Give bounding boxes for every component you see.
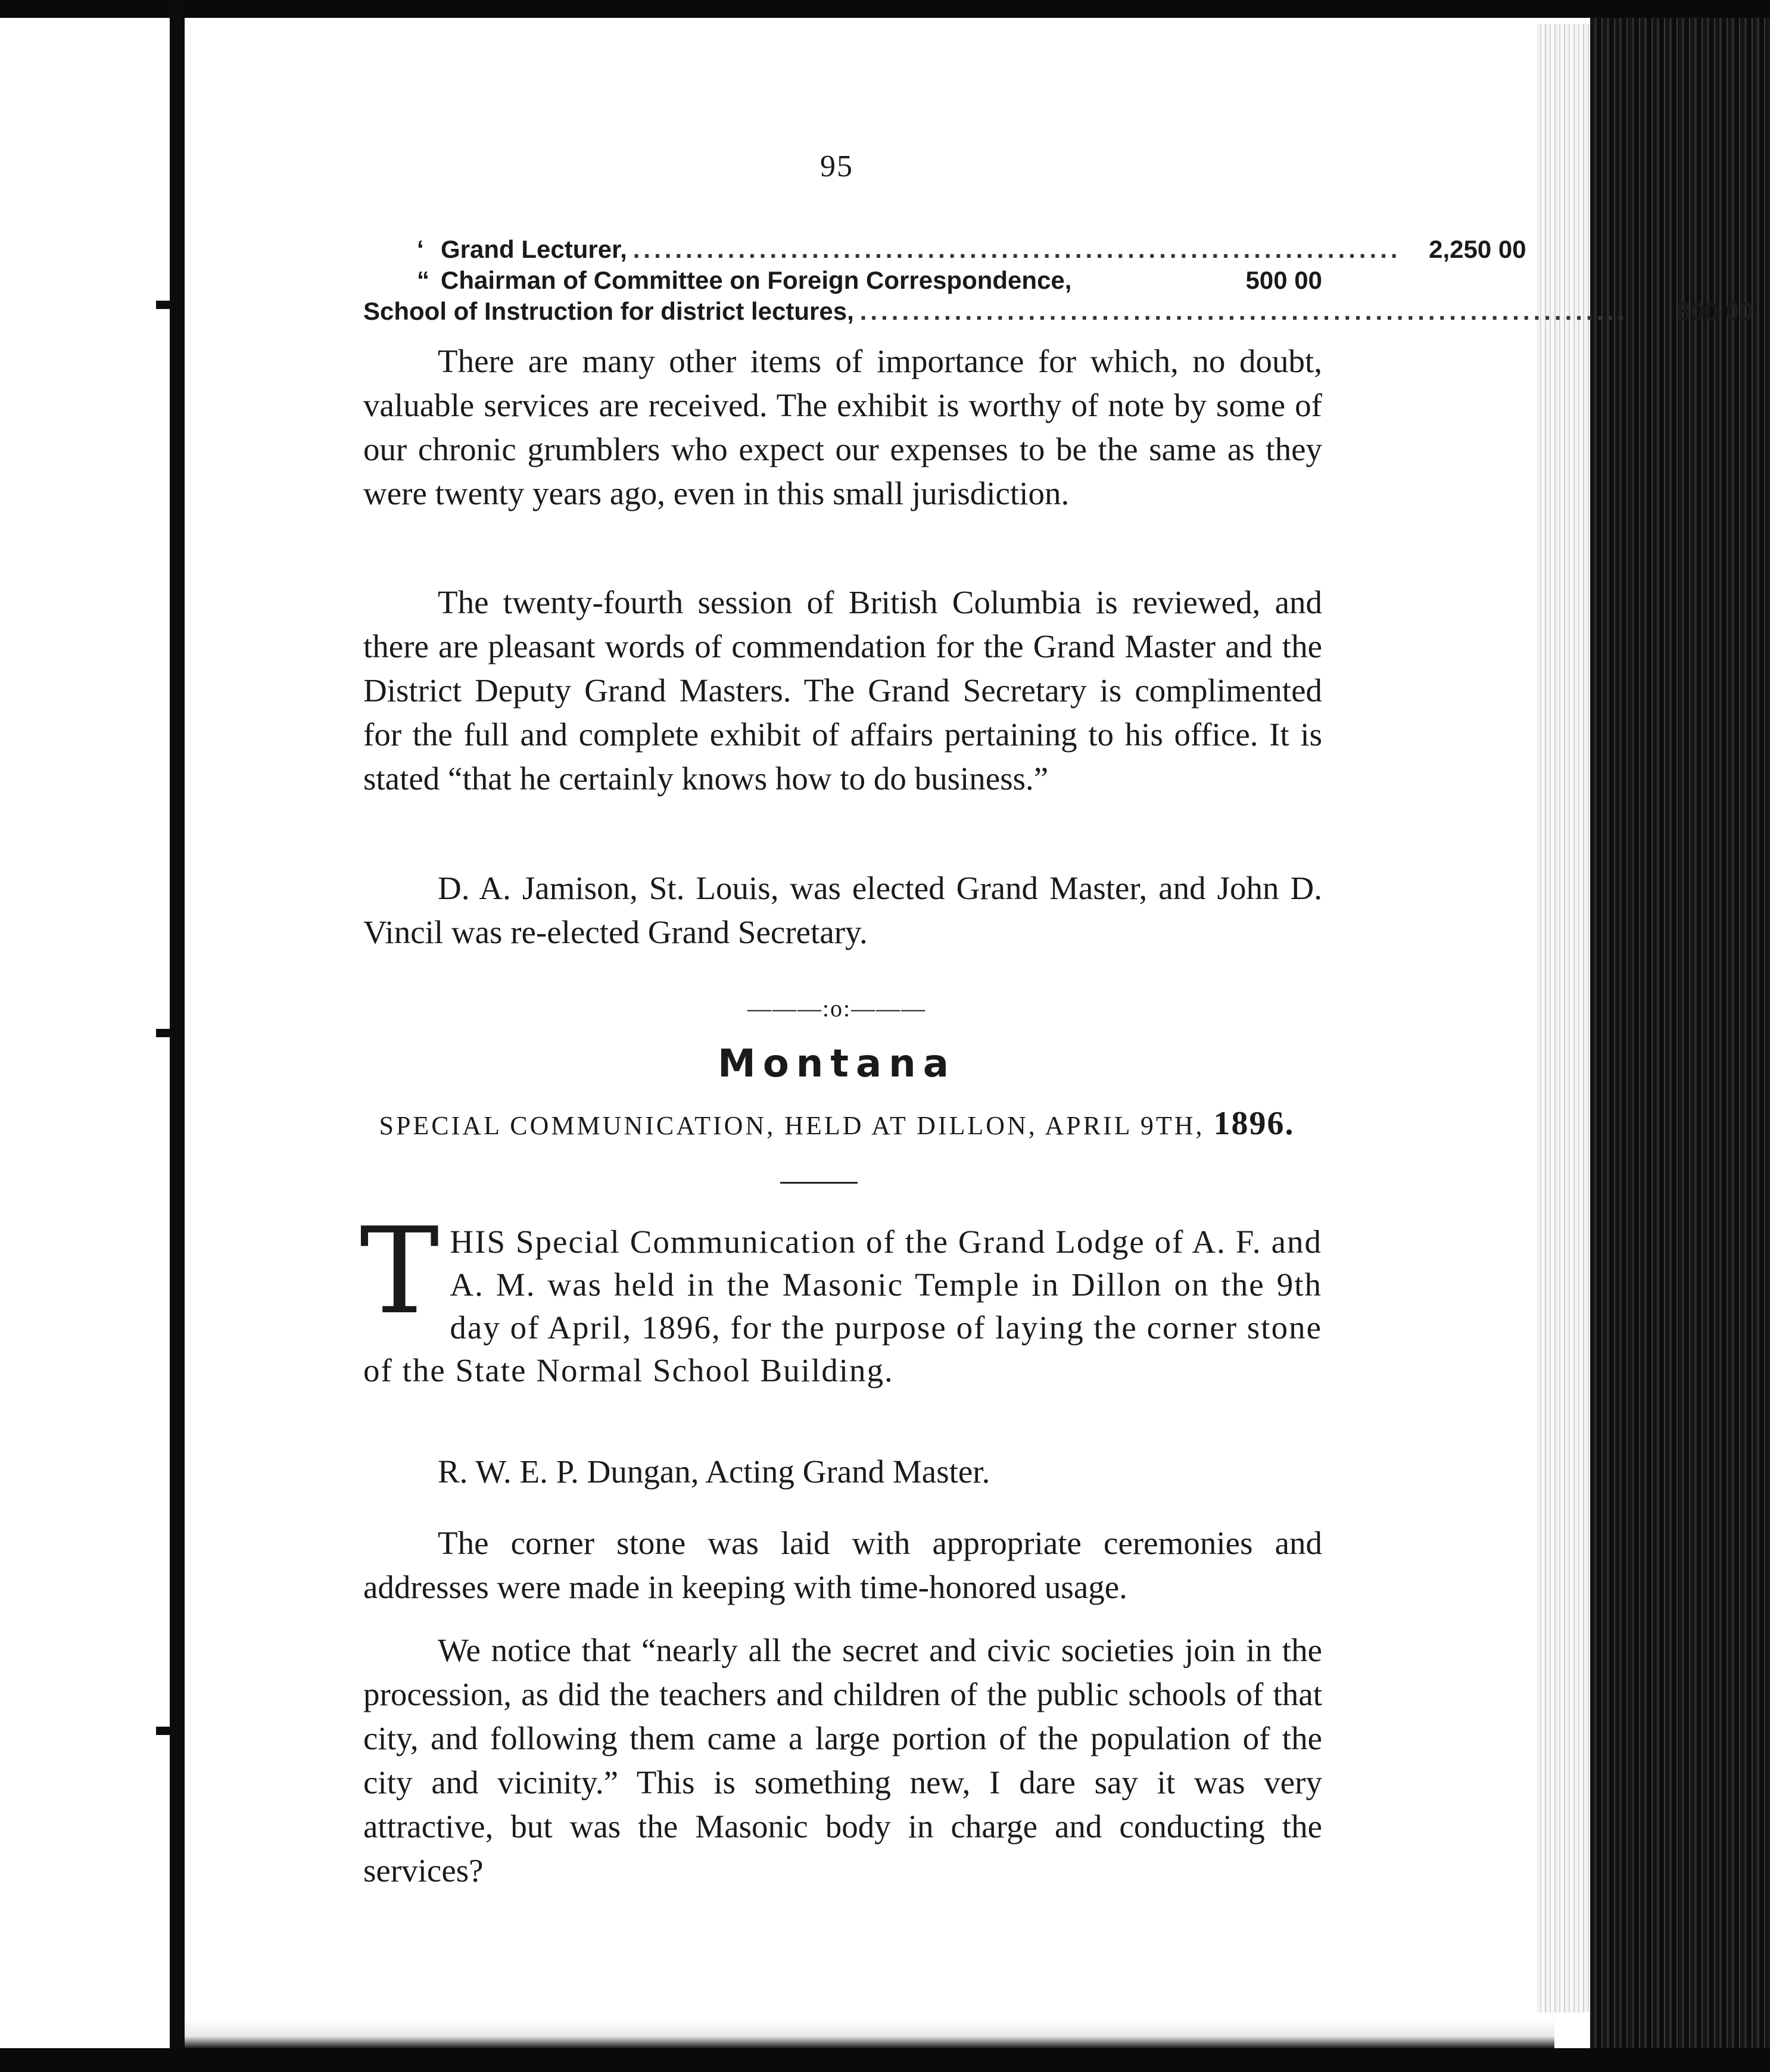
paragraph-text: The corner stone was laid with appropriate ceremonies and addresses were made in keeping with time-honored usage. — [363, 1525, 1322, 1605]
ledger-label: Chairman of Committee on Foreign Correspondence, — [441, 266, 1072, 294]
ledger-row — [363, 266, 1322, 297]
paragraph-acting-master — [363, 1450, 1322, 1494]
ditto-mark: ‘ — [417, 235, 424, 263]
paragraph-text: We notice that “nearly all the secret and civic societies join in the procession, as did the teachers and children of the public schools of that city, and following them came a large portion of the population of the city and vicinity.” This is something new, I dare say it was very attractive, but was the Masonic body in charge and conducting the services? — [363, 1632, 1322, 1889]
subheading-year: 1896. — [1213, 1105, 1295, 1142]
ledger-label: Grand Lecturer, — [441, 235, 627, 263]
left-facing-page — [0, 18, 173, 2048]
gutter-notch — [156, 1727, 174, 1735]
subheading-text: SPECIAL COMMUNICATION, HELD AT DILLON, APRIL 9TH, — [379, 1111, 1205, 1140]
ledger-amount: 2,250 00 — [1429, 235, 1526, 263]
section-subheading — [351, 1104, 1322, 1143]
scan-border-bottom — [0, 2048, 1770, 2072]
gutter-notch — [156, 1029, 174, 1037]
paragraph-expenses — [363, 339, 1322, 516]
scan-border-top — [0, 0, 1770, 18]
section-heading: Montana — [718, 1042, 956, 1086]
paragraph-text: The twenty-fourth session of British Columbia is reviewed, and there are pleasant words of commendation for the Grand Master and the District Deputy Grand Masters. The Grand Secretary is complimented for the full and complete exhibit of affairs pertaining to his office. It is stated “that he certainly knows how to do business.” — [363, 584, 1322, 797]
paragraph-british-columbia — [363, 581, 1322, 801]
paragraph-text: R. W. E. P. Dungan, Acting Grand Master. — [438, 1453, 990, 1490]
drop-cap: T — [360, 1202, 440, 1341]
paragraph-procession — [363, 1628, 1322, 1893]
dot-leader: ......................................................................... — [632, 235, 1401, 263]
ditto-mark: “ — [417, 266, 429, 294]
paragraph-elections — [363, 866, 1322, 954]
paragraph-opening — [360, 1202, 1322, 1392]
gutter-notch — [156, 301, 174, 309]
document-page — [351, 149, 1753, 1965]
ledger-row — [363, 297, 1753, 328]
paragraph-text: HIS Special Communication of the Grand Lodge of A. F. and A. M. was held in the Masonic Temple in Dillon on the 9th day of April, 1896, for the purpose of laying the corner stone of the State Normal School Building. — [363, 1224, 1322, 1388]
short-rule — [780, 1182, 858, 1184]
ledger-label: School of Instruction for district lectures, — [363, 297, 854, 325]
dot-leader: ......................................................................... — [859, 297, 1628, 325]
paragraph-ceremony — [363, 1521, 1322, 1609]
ledger-amount: 800 00 — [1676, 297, 1753, 325]
section-divider: ———:o:——— — [747, 995, 927, 1022]
paragraph-text: D. A. Jamison, St. Louis, was elected Grand Master, and John D. Vincil was re-elected Grand Secretary. — [363, 870, 1322, 950]
expense-ledger — [363, 235, 1753, 328]
paragraph-text: There are many other items of importance for which, no doubt, valuable services are received. The exhibit is worthy of note by some of our chronic grumblers who expect our expenses to be the same as they were twenty years ago, even in this small jurisdiction. — [363, 343, 1322, 511]
ledger-row — [363, 235, 1526, 266]
page-bottom-shadow — [185, 2018, 1554, 2048]
ledger-amount: 500 00 — [1245, 266, 1322, 294]
page-number: 95 — [820, 149, 853, 183]
